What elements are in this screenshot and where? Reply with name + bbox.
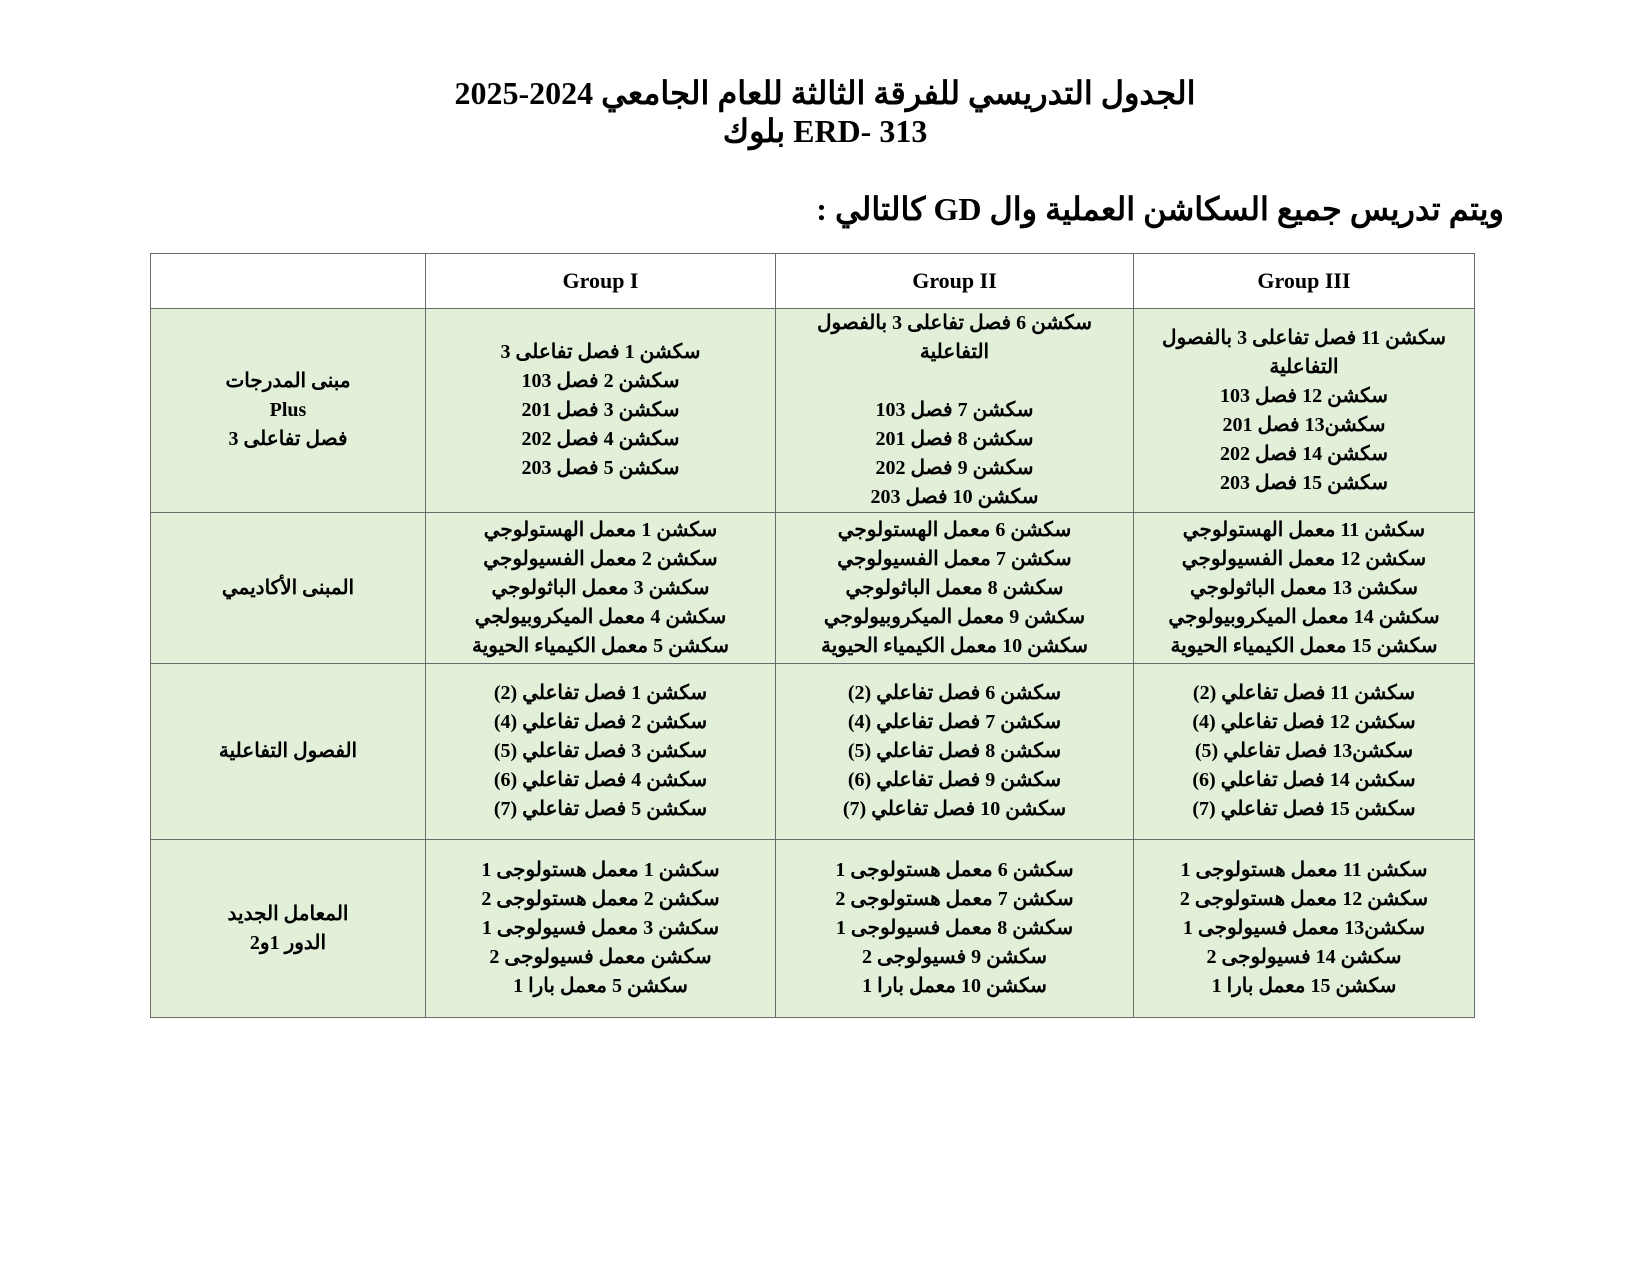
cell-line: سكشن13 معمل فسيولوجى 1: [1182, 917, 1426, 939]
cell-line: سكشن 4 فصل 202: [521, 428, 680, 450]
cell-line: سكشن 6 معمل هستولوجى 1: [835, 859, 1074, 881]
cell-line: سكشن 7 معمل الفسيولوجي: [837, 547, 1072, 570]
cell-line: الفصول التفاعلية: [218, 740, 358, 762]
cell-line: سكشن 12 معمل الفسيولوجي: [1181, 547, 1427, 570]
cell-line: سكشن 9 فسيولوجى 2: [861, 946, 1048, 968]
cell-line: سكشن13 فصل تفاعلي (5): [1194, 740, 1414, 762]
group-2-cell: [776, 513, 1134, 664]
cell-line: سكشن 8 فصل تفاعلي (5): [847, 740, 1062, 762]
cell-line: سكشن 4 معمل الميكروبيولجي: [474, 605, 727, 628]
cell-line: سكشن 12 معمل هستولوجى 2: [1179, 888, 1429, 910]
cell-line: سكشن 9 فصل تفاعلي (6): [847, 769, 1062, 791]
document-title: [0, 74, 1650, 150]
group-2-cell: [776, 309, 1134, 513]
cell-line: المعامل الجديد: [227, 902, 349, 925]
schedule-table: [150, 253, 1475, 1018]
cell-line: سكشن 14 معمل الميكروبيولوجي: [1168, 605, 1440, 628]
subtitle: ويتم تدريس جميع السكاشن العملية وال GD كالتالي :: [816, 191, 1504, 227]
cell-line: سكشن 14 فسيولوجى 2: [1206, 946, 1402, 968]
table-row: [151, 664, 1475, 840]
cell-line: سكشن 15 معمل بارا 1: [1211, 975, 1397, 997]
title-line-1: الجدول التدريسي للفرقة الثالثة للعام الجامعي 2024-2025: [454, 75, 1196, 111]
group-3-cell: [1134, 664, 1475, 840]
group-3-cell: [1134, 309, 1475, 513]
cell-line: سكشن 7 معمل هستولوجى 2: [835, 888, 1074, 910]
cell-line: سكشن 2 فصل 103: [521, 370, 680, 392]
cell-line: سكشن 4 فصل تفاعلي (6): [493, 769, 708, 791]
cell-line: سكشن 10 فصل تفاعلي (7): [842, 798, 1067, 820]
header-location: [151, 254, 426, 309]
group-3-cell: [1134, 840, 1475, 1018]
group-3-cell: [1134, 513, 1475, 664]
cell-line: سكشن13 فصل 201: [1222, 413, 1386, 436]
title-line-2: ERD- 313 بلوك: [722, 113, 928, 149]
cell-line: سكشن 3 معمل فسيولوجى 1: [481, 917, 720, 939]
cell-line: المبنى الأكاديمي: [221, 576, 355, 599]
cell-line: سكشن 8 معمل فسيولوجى 1: [835, 917, 1074, 939]
location-cell: [151, 309, 426, 513]
cell-line: سكشن 6 فصل تفاعلى 3 بالفصول: [816, 312, 1092, 334]
table-row: [151, 840, 1475, 1018]
cell-line: فصل تفاعلى 3: [228, 428, 348, 450]
cell-line: سكشن 2 فصل تفاعلي (4): [493, 711, 708, 733]
cell-line: سكشن 12 فصل 103: [1220, 384, 1388, 407]
cell-line: سكشن 10 فصل 203: [870, 486, 1039, 508]
header-group-2: Group II: [776, 254, 1134, 309]
cell-line: سكشن 13 معمل الباثولوجي: [1189, 576, 1419, 599]
cell-line: سكشن 1 فصل تفاعلى 3: [500, 341, 701, 363]
cell-line: سكشن 6 معمل الهستولوجي: [837, 518, 1072, 541]
cell-line: سكشن 12 فصل تفاعلي (4): [1192, 711, 1416, 733]
cell-line: سكشن 15 معمل الكيمياء الحيوية: [1170, 634, 1438, 657]
cell-line: سكشن 10 معمل الكيمياء الحيوية: [821, 634, 1088, 657]
cell-line: سكشن 1 فصل تفاعلي (2): [493, 682, 708, 704]
cell-line: سكشن 11 معمل هستولوجى 1: [1180, 859, 1428, 881]
cell-line: سكشن 11 فصل تفاعلى 3 بالفصول: [1162, 326, 1446, 349]
cell-line: سكشن 2 معمل هستولوجى 2: [481, 888, 720, 910]
cell-line: Plus: [269, 399, 307, 421]
cell-line: التفاعلية: [919, 341, 990, 363]
cell-line: سكشن 8 معمل الباثولوجي: [845, 576, 1064, 599]
group-1-cell: [426, 513, 776, 664]
cell-line: سكشن 3 معمل الباثولوجي: [491, 576, 710, 599]
cell-line: سكشن 14 فصل تفاعلي (6): [1192, 769, 1416, 791]
cell-line: سكشن معمل فسيولوجى 2: [489, 946, 712, 968]
cell-line: سكشن 1 معمل هستولوجى 1: [481, 859, 720, 881]
cell-line: سكشن 7 فصل تفاعلي (4): [847, 711, 1062, 733]
cell-line: التفاعلية: [1269, 355, 1339, 378]
location-cell: [151, 664, 426, 840]
cell-line: سكشن 6 فصل تفاعلي (2): [847, 682, 1062, 704]
cell-line: سكشن 11 فصل تفاعلي (2): [1192, 682, 1416, 704]
cell-line: سكشن 7 فصل 103: [875, 399, 1034, 421]
cell-line: سكشن 8 فصل 201: [875, 428, 1034, 450]
header-row: [151, 254, 1475, 309]
table-row: [151, 513, 1475, 664]
location-cell: [151, 840, 426, 1018]
cell-line: سكشن 14 فصل 202: [1220, 442, 1388, 465]
cell-line: سكشن 10 معمل بارا 1: [862, 975, 1047, 997]
schedule-body: [151, 309, 1475, 1018]
cell-line: سكشن 3 فصل تفاعلي (5): [493, 740, 708, 762]
cell-line: سكشن 15 فصل تفاعلي (7): [1192, 798, 1416, 820]
cell-line: سكشن 2 معمل الفسيولوجي: [483, 547, 718, 570]
group-2-cell: [776, 840, 1134, 1018]
location-cell: [151, 513, 426, 664]
group-2-cell: [776, 664, 1134, 840]
cell-line: سكشن 5 فصل تفاعلي (7): [493, 798, 708, 820]
cell-line: سكشن 5 معمل الكيمياء الحيوية: [472, 634, 729, 657]
table-row: [151, 309, 1475, 513]
cell-line: الدور 1و2: [249, 931, 327, 954]
header-group-3: Group III: [1134, 254, 1475, 309]
cell-line: سكشن 5 فصل 203: [521, 457, 680, 479]
cell-line: مبنى المدرجات: [225, 370, 351, 392]
cell-line: سكشن 11 معمل الهستولوجي: [1182, 518, 1426, 541]
cell-line: سكشن 9 فصل 202: [875, 457, 1034, 479]
cell-line: سكشن 5 معمل بارا 1: [513, 975, 688, 997]
group-1-cell: [426, 840, 776, 1018]
cell-line: [780, 367, 1129, 396]
group-1-cell: [426, 309, 776, 513]
cell-line: سكشن 3 فصل 201: [521, 399, 680, 421]
cell-line: سكشن 9 معمل الميكروبيولوجي: [823, 605, 1086, 628]
cell-line: سكشن 1 معمل الهستولوجي: [483, 518, 718, 541]
cell-line: سكشن 15 فصل 203: [1220, 471, 1388, 494]
group-1-cell: [426, 664, 776, 840]
header-group-1: Group I: [426, 254, 776, 309]
